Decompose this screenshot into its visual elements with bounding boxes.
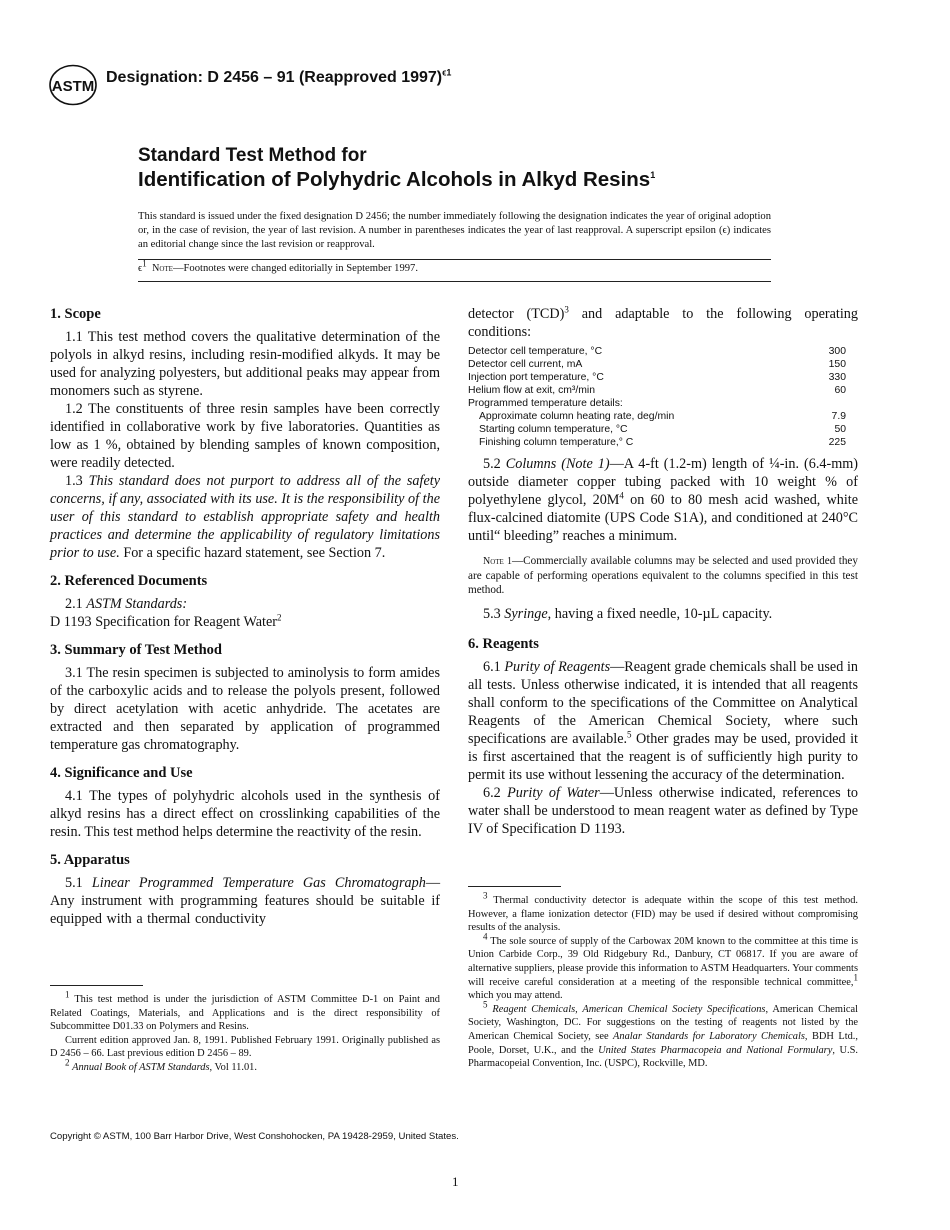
condition-label: Approximate column heating rate, deg/min [479,411,675,422]
reference-d1193 [50,613,440,631]
footnote-5-c: , U.S. Pharmacopeial Convention, Inc. (USPC), Rockville, MD. [468,1044,858,1070]
footnote-1-num: 1 [65,989,70,1000]
footnote-5-num: 5 [483,999,488,1010]
operating-conditions-table [468,345,846,449]
note-1-text: —Commercially available columns may be selected and used provided they are capable of performing operations equivalent to the columns specified in this test method. [468,555,858,596]
table-row [468,345,846,358]
heading-significance: 4. Significance and Use [50,765,193,781]
footnote-4-b: which you may attend. [468,990,563,1002]
para-1-3 [50,472,440,562]
para-5-3-num: 5.3 [483,606,501,622]
table-row [468,384,846,397]
heading-summary: 3. Summary of Test Method [50,642,222,658]
astm-logo [48,64,98,106]
footnote-4-num: 4 [483,931,488,942]
left-column [50,305,440,928]
table-row [468,436,846,449]
footnote-2-italic: Annual Book of ASTM Standards [72,1061,210,1073]
table-row [468,397,846,410]
footnote-5 [468,999,858,1071]
para-2-1 [50,595,440,613]
para-6-2-rest: —Unless otherwise indicated, references to water shall be understood to mean reagent water as defined by Type IV of Specification D 1193. [468,785,859,837]
para-5-1-num: 5.1 [65,875,83,891]
para-5-3-italic: Syringe [504,606,548,622]
designation [106,69,451,87]
para-5-1-continued [468,305,858,341]
page-title [138,144,655,192]
para-2-1-num: 2.1 [65,596,83,612]
footnote-3-text: Thermal conductivity detector is adequate within the scope of this test method. However, a flame ionization detector (FID) may be used if desired without compromising results of the analysis. [468,895,858,934]
footnote-3 [468,890,858,935]
para-2-1-italic: ASTM Standards: [86,596,188,612]
para-3-1: 3.1 The resin specimen is subjected to aminolysis to form amides of the carboxylic acids and to release the polyols present, followed by direct acetylation with acetic anhydride. The acetates are extracted and then separated by application of programmed temperature gas chromatography. [50,665,440,753]
table-row [468,358,846,371]
footnote-5-italic-2: Analar Standards for Laboratory Chemicals [613,1030,805,1042]
condition-value: 50 [834,424,846,435]
title-sup: 1 [650,170,656,181]
condition-value: 150 [828,359,846,370]
para-1-3-num: 1.3 [65,473,83,489]
copyright: Copyright © ASTM, 100 Barr Harbor Drive, West Conshohocken, PA 19428-2959, United States. [50,1131,459,1142]
para-6-1 [468,658,858,784]
condition-value: 7.9 [831,411,846,422]
para-5-2-a: —A 4-ft (1.2-m) length of ¼-in. (6.4-mm) outside diameter copper tubing packed with 10 weight % of polyethylene glycol, 20M [468,456,859,508]
footnote-rule-right [468,886,561,887]
reference-d1193-sup: 2 [276,612,282,623]
heading-apparatus: 5. Apparatus [50,852,130,868]
footnote-5-italic-1: Reagent Chemicals, American Chemical Society Specifications [492,1003,766,1015]
logo-text: ASTM [51,78,95,95]
para-5-3 [468,605,858,623]
footnote-2 [50,1057,440,1075]
para-5-1-cont-text: detector (TCD) [468,306,565,322]
designation-sup: ϵ1 [442,67,452,78]
footnote-4-sup: 1 [853,972,858,983]
footnotes-left [50,989,440,1075]
title-line-2 [138,168,655,192]
condition-label: Finishing column temperature,° C [479,437,634,448]
para-5-2-sup: 4 [619,490,624,501]
para-5-1-italic: Linear Programmed Temperature Gas Chromatograph [91,875,426,891]
editorial-note [138,258,419,274]
para-6-2-italic: Purity of Water [507,785,600,801]
standard-notice: This standard is issued under the fixed designation D 2456; the number immediately following the designation indicates the year of original adoption or, in the case of revision, the year of last revision. A number in parentheses indicates the year of last reapproval. A superscript epsilon (ϵ) indicates an editorial change since the last revision or reapproval. [138,211,771,250]
heading-scope: 1. Scope [50,306,101,322]
condition-label: Detector cell current, mA [468,359,583,370]
condition-label: Helium flow at exit, cm³/min [468,385,596,396]
para-6-2 [468,784,858,838]
note-1 [468,554,858,597]
footnote-5-b: , BDH Ltd., Poole, Dorset, U.K., and the [468,1030,858,1056]
para-5-1-cont-sup: 3 [564,304,569,315]
note-1-label: Note 1 [483,556,512,567]
footnote-1-text: This test method is under the jurisdiction of ASTM Committee D-1 on Paint and Related Coatings, Materials, and Applications and is the direct responsibility of Subcommittee D01.33 on Polymers and Resins. [50,994,440,1033]
para-1-2: 1.2 The constituents of three resin samples have been correctly identified in collaborative work by five laboratories. Quantities as low as 1 %, obtained by blending samples of known composition, were readily detected. [50,401,440,471]
para-6-1-sup: 5 [627,729,632,740]
footnote-1-edition: Current edition approved Jan. 8, 1991. Published February 1991. Originally published as D 2456 – 66. Last previous edition D 2456 – 89. [50,1034,440,1060]
table-row [468,410,846,423]
title-line-2-text: Identification of Polyhydric Alcohols in Alkyd Resins [138,168,651,191]
table-row [468,371,846,384]
footnote-2-num: 2 [65,1057,70,1068]
para-5-2-num: 5.2 [483,456,501,472]
heading-reagents: 6. Reagents [468,636,539,652]
condition-value: 60 [834,385,846,396]
condition-label: Detector cell temperature, °C [468,346,603,357]
footnote-4-a: The sole source of supply of the Carbowax 20M known to the committee at this time is Union Carbide Corp., 39 Old Ridgebury Rd., Danbury, CT 06817. If you are aware of alternative suppliers, please provide this information to ASTM Headquarters. Your comments will receive careful consideration at a meeting of the responsible technical committee, [468,935,858,988]
para-1-3-italic: This standard does not purport to address all of the safety concerns, if any, associated with its use. It is the responsibility of the user of this standard to establish appropriate safety and health practices and determine the applicability of regulatory limitations prior to use. [50,473,441,561]
footnote-3-num: 3 [483,890,488,901]
para-1-3-rest: For a specific hazard statement, see Section 7. [123,545,386,561]
table-row [468,423,846,436]
condition-value: 330 [828,372,846,383]
condition-value: 225 [828,437,846,448]
editorial-mark-sup: 1 [142,258,147,269]
condition-label: Injection port temperature, °C [468,372,604,383]
title-line-1: Standard Test Method for [138,145,367,166]
condition-value [806,397,846,410]
para-6-1-b: Other grades may be used, provided it is first ascertained that the reagent is of sufficiently high purity to permit its use without lessening the accuracy of the determination. [468,731,858,783]
footnote-5-italic-3: United States Pharmacopeia and National Formulary [598,1044,833,1056]
editorial-text: —Footnotes were changed editorially in September 1997. [172,263,419,274]
para-5-1-cont-rest: and adaptable to the following operating conditions: [468,306,858,340]
reference-d1193-text: D 1193 Specification for Reagent Water [50,614,277,630]
footnote-rule-left [50,985,143,986]
footnote-4 [468,931,858,1003]
para-5-1 [50,874,440,928]
para-5-3-rest: , having a fixed needle, 10-µL capacity. [547,606,773,622]
designation-text: Designation: D 2456 – 91 (Reapproved 1997) [106,69,443,86]
para-6-2-num: 6.2 [483,785,501,801]
page-number: 1 [452,1174,459,1189]
heading-referenced-documents: 2. Referenced Documents [50,573,208,589]
editorial-label: Note [152,263,173,274]
para-5-1-rest: —Any instrument with programming features should be suitable if equipped with a thermal conductivity [50,875,440,927]
editorial-mark: ϵ [138,263,143,274]
right-column [468,305,858,838]
para-5-2-italic: Columns (Note 1) [505,456,610,472]
condition-label: Starting column temperature, °C [479,424,628,435]
condition-value: 300 [828,346,846,357]
para-6-1-num: 6.1 [483,659,501,675]
para-5-2 [468,455,858,545]
para-5-2-b: on 60 to 80 mesh acid washed, white flux-calcined diatomite (UPS Code S1A), and conditioned at 240°C until“ bleeding” reaches a minimum. [468,492,859,544]
footnote-5-a: , American Chemical Society, Washington, DC. For suggestions on the testing of reagents not listed by the American Chemical Society, see [468,1003,858,1042]
footnote-2-rest: , Vol 11.01. [209,1061,257,1073]
divider-bottom [138,281,771,282]
para-6-1-a: —Reagent grade chemicals shall be used in all tests. Unless otherwise indicated, it is intended that all reagents shall conform to the specifications of the Committee on Analytical Reagents of the American Chemical Society, where such specifications are available. [468,659,858,747]
footnote-1 [50,989,440,1034]
footnotes-right [468,890,858,1071]
para-6-1-italic: Purity of Reagents [504,659,611,675]
para-1-1: 1.1 This test method covers the qualitative determination of the polyols in alkyd resins, including resin-modified alkyds. It may be used for analyzing polyesters, but additional peaks may appear from monomers such as styrene. [50,329,440,399]
condition-label: Programmed temperature details: [468,398,623,409]
para-4-1: 4.1 The types of polyhydric alcohols used in the synthesis of alkyd resins has a direct effect on crosslinking capabilities of the resin. This test method helps determine the reactivity of the resin. [50,788,440,840]
divider-top [138,259,771,260]
